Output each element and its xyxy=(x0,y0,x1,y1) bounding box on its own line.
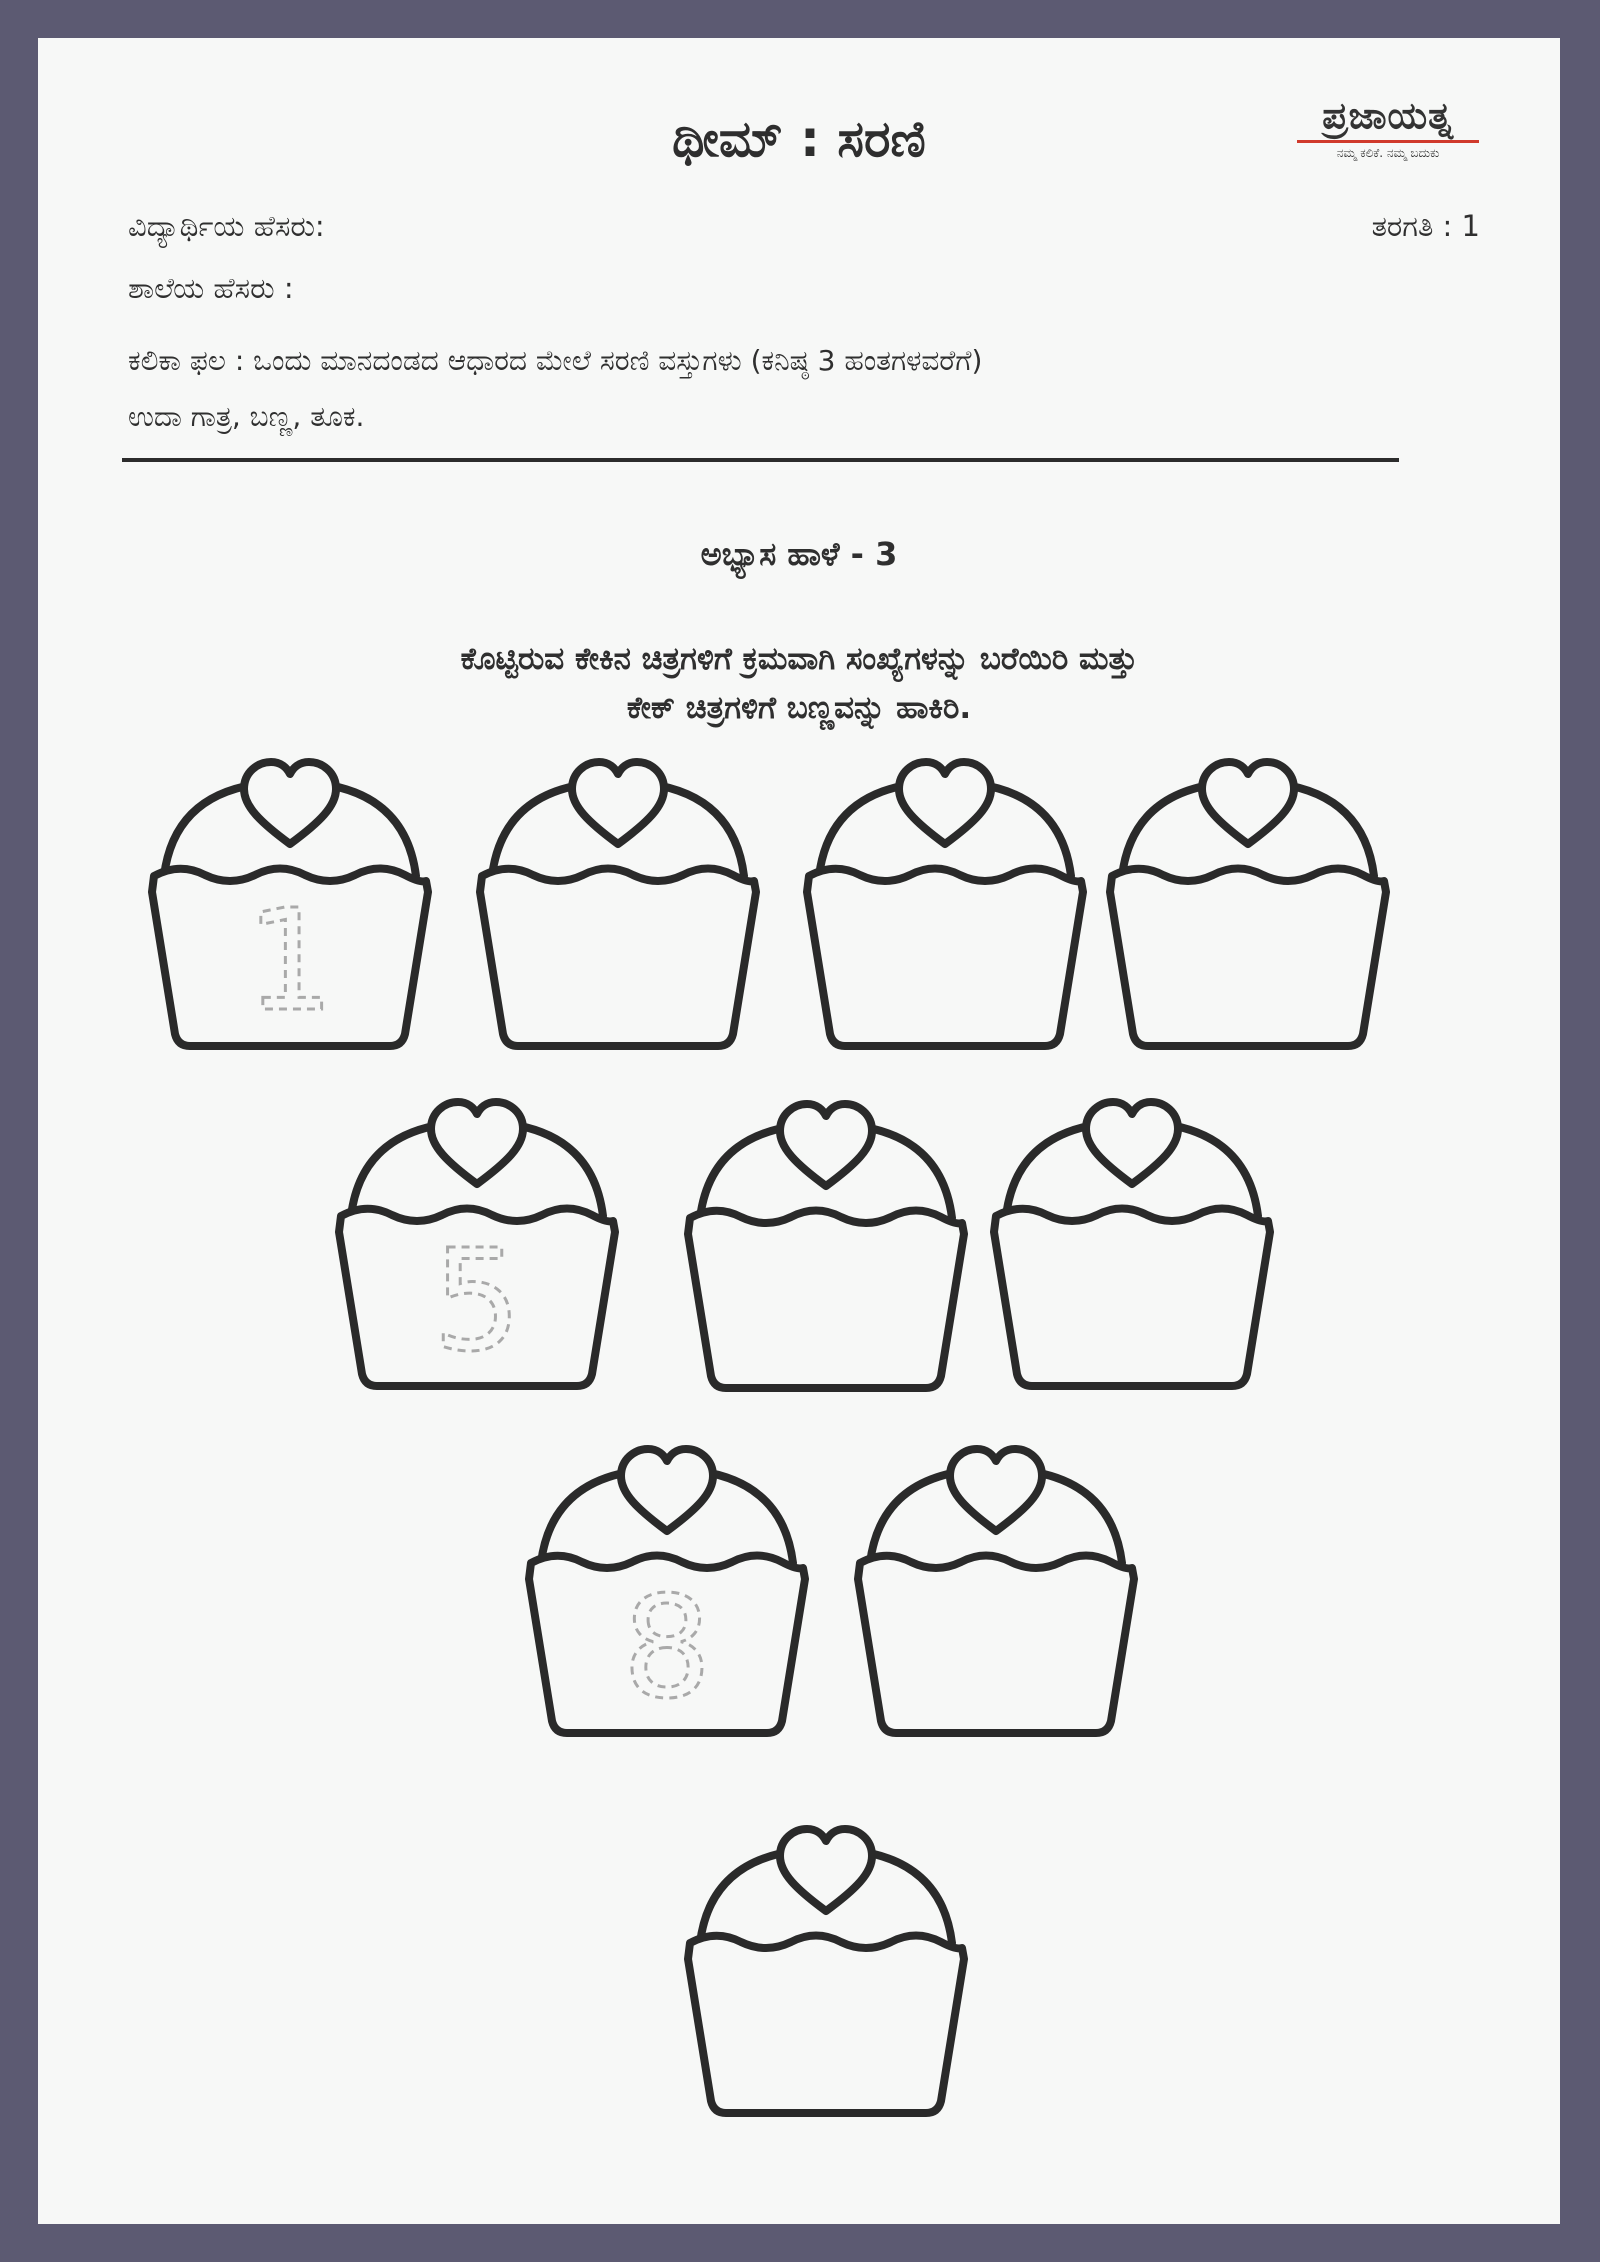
heart-icon xyxy=(244,762,336,844)
cupcake-wrapper xyxy=(688,1936,964,2114)
instruction-line-1: ಕೊಟ್ಟಿರುವ ಕೇಕಿನ ಚಿತ್ರಗಳಿಗೆ ಕ್ರಮವಾಗಿ ಸಂಖ್ಯೆಗಳನ್ನು ಬರೆಯಿರಿ ಮತ್ತು xyxy=(460,641,1138,677)
heart-icon xyxy=(1086,1102,1178,1184)
school-name-label: ಶಾಲೆಯ ಹೆಸರು : xyxy=(128,271,294,305)
heart-icon xyxy=(780,1104,872,1186)
cupcake-wrapper xyxy=(688,1211,964,1389)
cupcake-6 xyxy=(686,1086,966,1396)
cupcake-number: 8 xyxy=(622,1567,712,1730)
worksheet-page xyxy=(38,38,1560,2224)
heart-icon xyxy=(1202,762,1294,844)
cupcake-10 xyxy=(686,1811,966,2121)
learning-outcome-example: ಉದಾ ಗಾತ್ರ, ಬಣ್ಣ, ತೂಕ. xyxy=(128,400,365,433)
heart-icon xyxy=(950,1449,1042,1531)
cupcake-9 xyxy=(856,1431,1136,1741)
learning-outcome: ಕಲಿಕಾ ಫಲ : ಒಂದು ಮಾನದಂಡದ ಆಧಾರದ ಮೇಲೆ ಸರಣಿ ವಸ್ತುಗಳು (ಕನಿಷ್ಠ 3 ಹಂತಗಳವರೆಗೆ) xyxy=(128,344,983,377)
logo-name: ಪ್ರಜಾಯತ್ನ xyxy=(1322,94,1454,137)
cupcake-1 xyxy=(150,744,430,1054)
cupcake-2 xyxy=(478,744,758,1054)
logo xyxy=(1293,94,1483,161)
cupcake-number: 1 xyxy=(245,880,335,1043)
cupcake-wrapper xyxy=(858,1556,1134,1734)
instruction-line-2: ಕೇಕ್ ಚಿತ್ರಗಳಿಗೆ ಬಣ್ಣವನ್ನು ಹಾಕಿರಿ. xyxy=(626,690,972,726)
heart-icon xyxy=(899,762,991,844)
class-label: ತರಗತಿ : 1 xyxy=(1371,209,1480,243)
worksheet-title: ಅಭ್ಯಾಸ ಹಾಳೆ - 3 xyxy=(700,535,898,573)
heart-icon xyxy=(621,1449,713,1531)
cupcake-8 xyxy=(527,1431,807,1741)
cupcake-7 xyxy=(992,1084,1272,1394)
cupcake-wrapper xyxy=(1110,869,1386,1047)
cupcake-5 xyxy=(337,1084,617,1394)
cupcake-wrapper xyxy=(807,869,1083,1047)
student-name-label: ವಿದ್ಯಾರ್ಥಿಯ ಹೆಸರು: xyxy=(128,209,325,243)
heart-icon xyxy=(780,1829,872,1911)
cupcake-4 xyxy=(1108,744,1388,1054)
logo-tagline: ನಮ್ಮ ಕಲಿಕೆ. ನಮ್ಮ ಬದುಕು xyxy=(1336,146,1440,160)
cupcake-number: 5 xyxy=(432,1220,522,1383)
heart-icon xyxy=(572,762,664,844)
cupcake-3 xyxy=(805,744,1085,1054)
header-divider xyxy=(122,458,1399,462)
heart-icon xyxy=(431,1102,523,1184)
logo-underline xyxy=(1297,140,1479,143)
cupcake-wrapper xyxy=(480,869,756,1047)
page-title: ಥೀಮ್ : ಸರಣಿ xyxy=(672,110,926,168)
cupcake-wrapper xyxy=(994,1209,1270,1387)
